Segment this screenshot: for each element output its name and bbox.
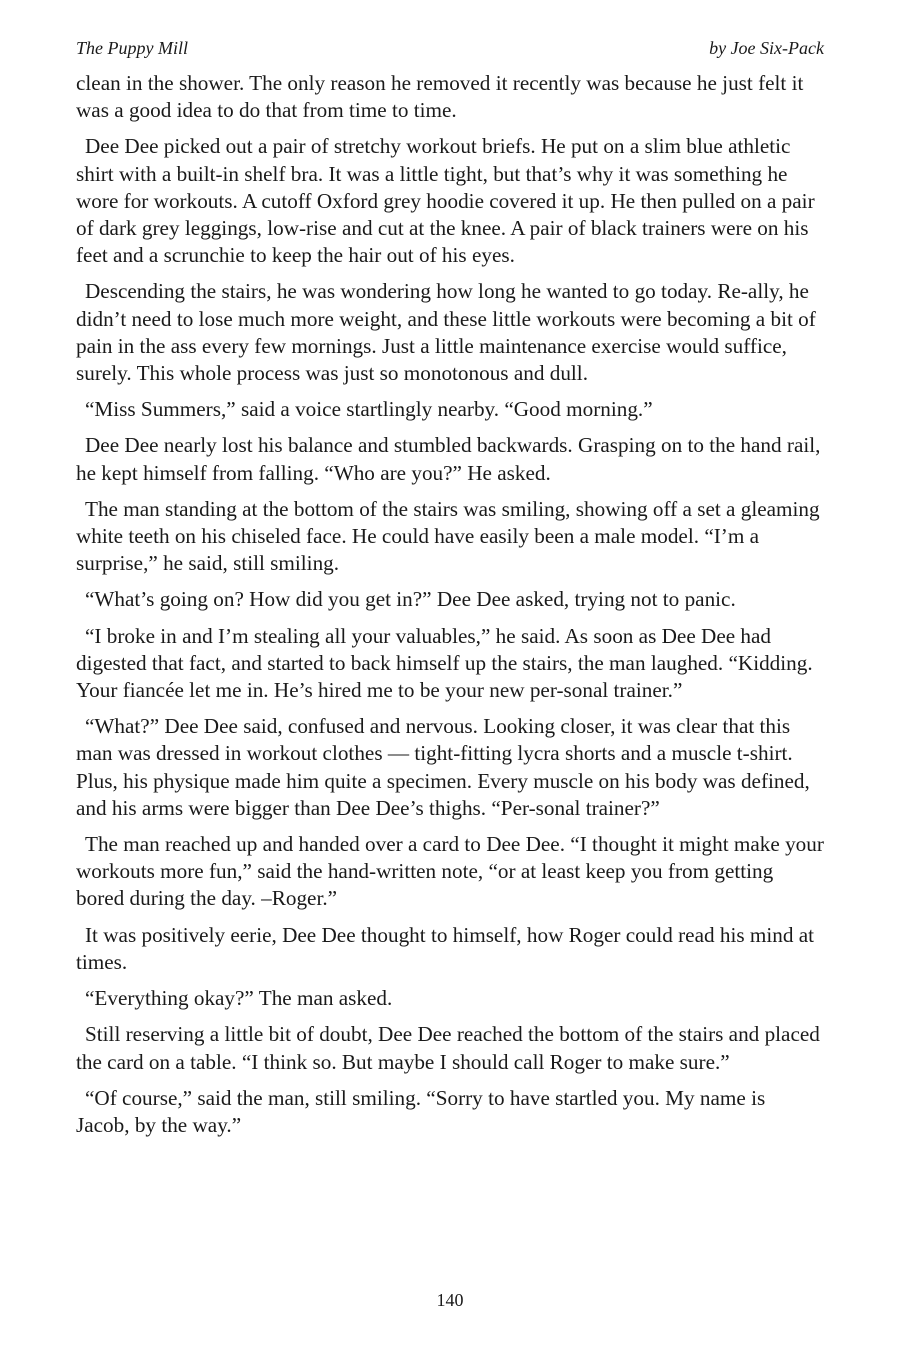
paragraph: Still reserving a little bit of doubt, Dee Dee reached the bottom of the stairs and placed the card on a table. “I think so. But maybe I should call Roger to make sure.”	[76, 1022, 820, 1074]
paragraph: Dee Dee nearly lost his balance and stumbled backwards. Grasping on to the hand rail, he kept himself from falling. “Who are you?” He asked.	[76, 433, 821, 485]
paragraph: “I broke in and I’m stealing all your valuables,” he said. As soon as Dee Dee had digested that fact, and started to back himself up the stairs, the man laughed. “Kidding. Your fiancée let me in. He’s hired me to be your new per-sonal trainer.”	[76, 623, 813, 703]
paragraph: “Everything okay?” The man asked.	[85, 986, 393, 1011]
page-number: 140	[436, 1290, 464, 1310]
header-book-title: The Puppy Mill	[76, 38, 188, 58]
paragraph: “Of course,” said the man, still smiling. “Sorry to have startled you. My name is Jacob, by the way.”	[76, 1085, 766, 1137]
paragraph: It was positively eerie, Dee Dee thought to himself, how Roger could read his mind at times.	[76, 922, 815, 974]
header-author: by Joe Six-Pack	[709, 38, 824, 58]
paragraph: clean in the shower. The only reason he removed it recently was because he just felt it was a good idea to do that from time to time.	[76, 71, 804, 123]
paragraph: Descending the stairs, he was wondering how long he wanted to go today. Re-ally, he didn’t need to lose much more weight, and these little workouts were becoming a bit of pain in the ass every few mornings. Just a little maintenance exercise would suffice, surely. This whole process was just so monotonous and dull.	[76, 279, 816, 386]
paragraph: “Miss Summers,” said a voice startlingly nearby. “Good morning.”	[85, 397, 653, 422]
paragraph: Dee Dee picked out a pair of stretchy workout briefs. He put on a slim blue athletic shirt with a built-in shelf bra. It was a little tight, but that’s why it was something he wore for workouts. A cutoff Oxford grey hoodie covered it up. He then pulled on a pair of dark grey leggings, low-rise and cut at the knee. A pair of black trainers were on his feet and a scrunchie to keep the hair out of his eyes.	[76, 134, 815, 268]
running-header	[76, 38, 824, 62]
body-text	[76, 70, 824, 1148]
paragraph: “What?” Dee Dee said, confused and nervous. Looking closer, it was clear that this man was dressed in workout clothes — tight-fitting lycra shorts and a muscle t-shirt. Plus, his physique made him quite a specimen. Every muscle on his body was defined, and his arms were bigger than Dee Dee’s thighs. “Per-sonal trainer?”	[76, 714, 810, 820]
paragraph: “What’s going on? How did you get in?” Dee Dee asked, trying not to panic.	[85, 587, 736, 612]
paragraph: The man reached up and handed over a card to Dee Dee. “I thought it might make your workouts more fun,” said the hand-written note, “or at least keep you from getting bored during the day. –Roger.”	[76, 832, 824, 911]
paragraph: The man standing at the bottom of the stairs was smiling, showing off a set a gleaming white teeth on his chiseled face. He could have easily been a male model. “I’m a surprise,” he said, still smiling.	[76, 496, 820, 576]
